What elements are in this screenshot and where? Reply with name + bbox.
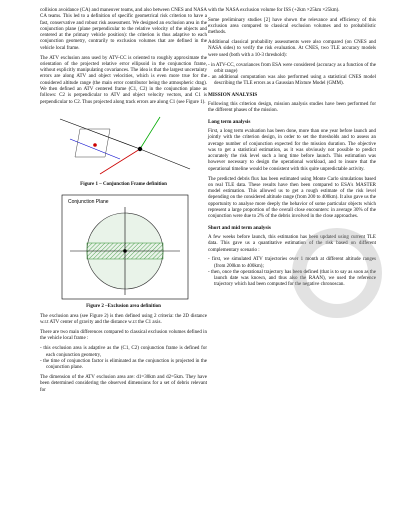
list-item: - an additional computation was also performed using a statistical CNES model describing the TLE errors as a Gaussian Mixture Model (GMM). [208,75,376,87]
list-item: - first, we simulated ATV trajectories over 1 month at different altitude ranges (from 200km to 400km); [208,257,376,269]
object-position [93,144,97,148]
velocity-vector [60,119,140,149]
c2-axis [140,117,160,149]
figure-2-caption: Figure 2 –Exclusion area definition [86,303,161,309]
list-item: - then, once the operational trajectory has been defined (that is to say as soon as the launch date was known, and thus also the RAAN), we used the reference trajectory which had been computed for the negative chronoscan. [208,269,376,288]
atv-position [138,147,142,151]
paragraph: The exclusion area (see Figure 2) is then defined using 2 criteria: the 2D distance w.r.t ATV center of gravity and the distance w.r.t the C1 axis. [40,314,207,326]
paragraph: Additional classical probability assessments were also compared (on CNES and NASA sides) to verify the risk evaluation. At CNES, two TLE accuracy models were used (both with a 10-3 threshold): [208,40,376,58]
left-column [40,8,207,397]
paragraph: First, a long term evaluation has been done, more than one year before launch and jointly with the criterion design, in order to set the thresholds and to assess an average number of conjunction expected for the mission duration. The objective was to get a statistical estimation, as it was obviously not possible to predict accurately the risk level such a long time before launch. This estimation was however necessary to design the operational workload, and to insure that the operational timeline would be consistent with this quite unpredictable activity. [208,128,376,172]
subsection-heading: Short and mid term analysis [208,224,271,231]
list-item: - the time of conjunction factor is eliminated as the conjunction is projected in the conjunction plane. [40,358,207,371]
paragraph: The predicted debris flux has been estimated using Monte Carlo simulations based on real TLE data. These results have then been compared to ESA's MASTER model estimation. This allowed us to get a rough estimate of the risk level depending on the considered altitude range (from 200 to 400km). It also gave us the opportunity to analyse more deeply the behavior of some particular objects which represent a large proportion of the overall close encounters: in average 30% of the conjunction were due to 2% of the debris involved in the close approaches. [208,176,376,220]
paragraph: There are two main differences compared to classical exclusion volumes defined in the vehicle local frame : [40,330,207,342]
watermark-logo [292,228,382,318]
conjunction-frame-diagram [40,109,207,179]
section-heading: MISSION ANALYSIS [208,91,258,98]
exclusion-area-diagram [40,193,207,301]
figure-1-caption: Figure 1 – Conjunction Frame definition [80,182,167,188]
plane-label: Conjunction Plane [68,198,109,205]
figure-1 [40,109,207,179]
atv-center [123,249,127,253]
paragraph: with the NASA exclusion volume for ISS (+2km ×25km ×25km). [208,8,340,13]
paragraph: collision avoidance (CA) and maneuver teams, and also between CNES and NASA CA teams. This led to a definition of specific geometrical risk criterion to have a fast, conservative and robust risk assessment. We designed an exclusion area in the conjunction plane (plane perpendicular to the relative velocity of the objects and centered at the primary vehicle position): the criterion is thus adaptive to each conjunction geometry, contrarily to exclusion volumes that are defined in the vehicle local frame. [40,8,207,51]
velocity-vector [140,149,190,169]
list-item: - in ATV-CC, covariances from ESA were considered (accuracy as a function of the orbit range) [208,62,376,74]
paragraph: Following this criterion design, mission analysis studies have been performed for the different phases of the mission. [208,102,376,114]
paragraph: The dimension of the ATV exclusion area are: d1=30km and d2=5km. They have been determined considering the observed dimensions for a set of debris relevant for [40,374,207,393]
list-item: - this exclusion area is adaptive as the (C1, C2) conjunction frame is defined for each conjunction geometry, [40,346,207,358]
figure-2 [40,193,207,301]
paragraph: The ATV exclusion area used by ATV-CC is oriented to roughly approximate the orientation of the projected relative error ellipsoid in the conjunction frame, without explicitly manipulating covariances. The idea is that the largest uncertainty errors are along ATV and object velocities, which is even more true for the considered altitude range (the main error contributor being the atmospheric drag). We then defined an ATV centered frame (C1, C2) in the conjunction plane as follows: C2 is perpendicular to ATV and object velocity vectors, and C1 is perpendicular to C2. Thus projected along track errors are along C1 (see Figure 1). [40,55,207,105]
subsection-heading: Long term analysis [208,118,251,125]
paragraph: Some preliminary studies [2] have shown the relevance and efficiency of this exclusion area compared to classical exclusion volumes and to probabilistic methods. [208,17,376,36]
paragraph: A few weeks before launch, this estimation has been updated using current TLE data. This gave us a quantitative estimation of the risk based on different complementary scenario : [208,234,376,253]
